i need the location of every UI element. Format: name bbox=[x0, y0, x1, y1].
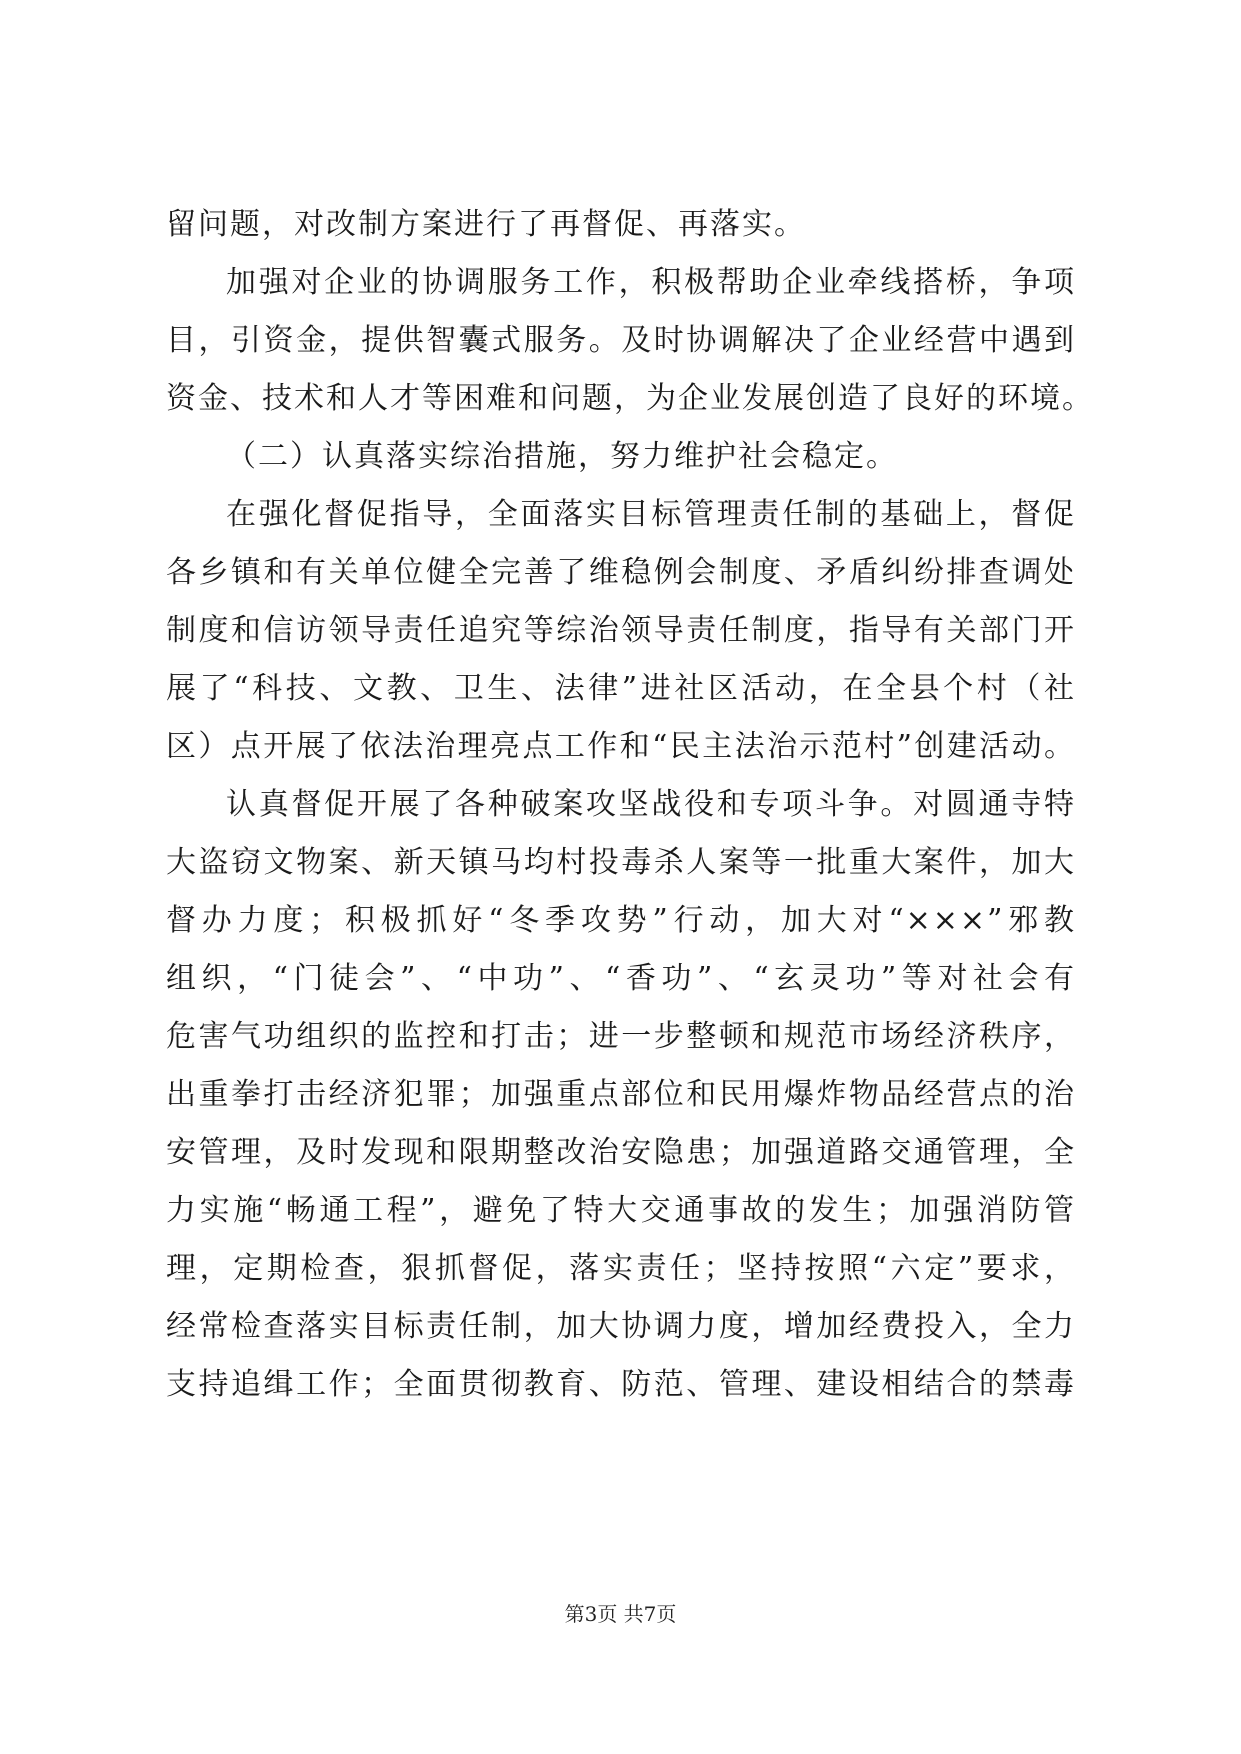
text-line: 力实施“畅通工程”，避免了特大交通事故的发生；加强消防管 bbox=[166, 1193, 1076, 1228]
text-line: 理，定期检查，狠抓督促，落实责任；坚持按照“六定”要求， bbox=[166, 1251, 1076, 1286]
text-line: 大盗窃文物案、新天镇马均村投毒杀人案等一批重大案件，加大 bbox=[166, 845, 1076, 880]
text-line: 目，引资金，提供智囊式服务。及时协调解决了企业经营中遇到 bbox=[166, 323, 1076, 358]
document-body bbox=[166, 196, 1094, 1414]
text-line: 留问题，对改制方案进行了再督促、再落实。 bbox=[166, 207, 806, 242]
text-line: 出重拳打击经济犯罪；加强重点部位和民用爆炸物品经营点的治 bbox=[166, 1077, 1076, 1112]
text-line: 支持追缉工作；全面贯彻教育、防范、管理、建设相结合的禁毒 bbox=[166, 1367, 1076, 1402]
text-line: 危害气功组织的监控和打击；进一步整顿和规范市场经济秩序， bbox=[166, 1019, 1076, 1054]
section-heading: （二）认真落实综治措施，努力维护社会稳定。 bbox=[226, 439, 898, 474]
text-line: 认真督促开展了各种破案攻坚战役和专项斗争。对圆通寺特 bbox=[226, 787, 1076, 822]
text-line: 区）点开展了依法治理亮点工作和“民主法治示范村”创建活动。 bbox=[166, 729, 1076, 764]
text-line: 展了“科技、文教、卫生、法律”进社区活动，在全县个村（社 bbox=[166, 671, 1076, 706]
text-line: 经常检查落实目标责任制，加大协调力度，增加经费投入，全力 bbox=[166, 1309, 1076, 1344]
page-number-footer: 第3页 共7页 bbox=[564, 1602, 677, 1626]
text-line: 在强化督促指导，全面落实目标管理责任制的基础上，督促 bbox=[226, 497, 1076, 532]
text-line: 制度和信访领导责任追究等综治领导责任制度，指导有关部门开 bbox=[166, 613, 1076, 648]
text-line: 资金、技术和人才等困难和问题，为企业发展创造了良好的环境。 bbox=[166, 381, 1094, 416]
text-line: 加强对企业的协调服务工作，积极帮助企业牵线搭桥，争项 bbox=[226, 265, 1076, 300]
text-line: 各乡镇和有关单位健全完善了维稳例会制度、矛盾纠纷排查调处 bbox=[166, 555, 1076, 590]
text-line: 组织，“门徒会”、“中功”、“香功”、“玄灵功”等对社会有 bbox=[166, 961, 1076, 996]
text-line: 安管理，及时发现和限期整改治安隐患；加强道路交通管理，全 bbox=[166, 1135, 1076, 1170]
text-line: 督办力度；积极抓好“冬季攻势”行动，加大对“×××”邪教 bbox=[166, 903, 1076, 938]
